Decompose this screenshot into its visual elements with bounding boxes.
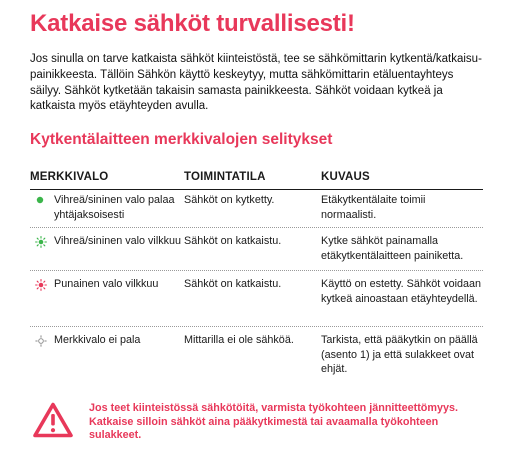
cell-light: Vihreä/sininen valo palaa yhtäjaksoisesti [54, 194, 175, 221]
green-dot-icon [30, 193, 54, 207]
intro-paragraph: Jos sinulla on tarve katkaista sähköt kiinteistöstä, tee se sähkömittarin kytkentä/katkaisu-painikkeesta. Tällöin Sähkön käyttö keskeytyy, mutta sähkömittarin etäluentayhteys säilyy. Sähköt kytketään takaisin samasta painikkeesta. Sähköt voidaan kytkeä ja katkaista myös etäyhteyden avulla. [30, 53, 482, 113]
header-state: TOIMINTATILA [184, 171, 266, 183]
cell-state: Sähköt on katkaistu. [184, 278, 282, 290]
table-row [30, 271, 483, 327]
table-header [30, 171, 483, 190]
warning-text: Jos teet kiinteistössä sähkötöitä, varmista työkohteen jännitteettömyys. Katkaise silloin sähköt aina pääkytkimestä tai avaamalla työkohteen sulakkeet. [89, 402, 459, 441]
cell-description: Etäkytkentälaite toimii normaalisti. [321, 194, 426, 221]
table-row [30, 327, 483, 385]
indicator-table [30, 171, 483, 385]
green-blink-icon [30, 234, 54, 248]
table-row [30, 190, 483, 228]
red-blink-icon [30, 277, 54, 291]
warning-triangle-icon [33, 402, 73, 443]
cell-state: Mittarilla ei ole sähköä. [184, 334, 294, 346]
cell-light: Punainen valo vilkkuu [54, 278, 159, 290]
cell-state: Sähköt on kytketty. [184, 194, 275, 206]
cell-description: Tarkista, että pääkytkin on päällä (asento 1) ja että sulakkeet ovat ehjät. [321, 334, 478, 375]
warning-box [33, 402, 493, 448]
cell-state: Sähköt on katkaistu. [184, 235, 282, 247]
header-description: KUVAUS [321, 171, 370, 183]
cell-light: Merkkivalo ei pala [54, 334, 141, 346]
cell-description: Kytke sähköt painamalla etäkytkentälaitteen painiketta. [321, 235, 464, 262]
table-row [30, 228, 483, 271]
cell-light: Vihreä/sininen valo vilkkuu [54, 235, 182, 247]
header-light: MERKKIVALO [30, 171, 109, 183]
section-subtitle: Kytkentälaitteen merkkivalojen selitykset [30, 131, 333, 148]
light-off-icon [30, 333, 54, 347]
page-title: Katkaise sähköt turvallisesti! [30, 10, 355, 37]
cell-description: Käyttö on estetty. Sähköt voidaan kytkeä ainoastaan etäyhteydellä. [321, 278, 482, 305]
